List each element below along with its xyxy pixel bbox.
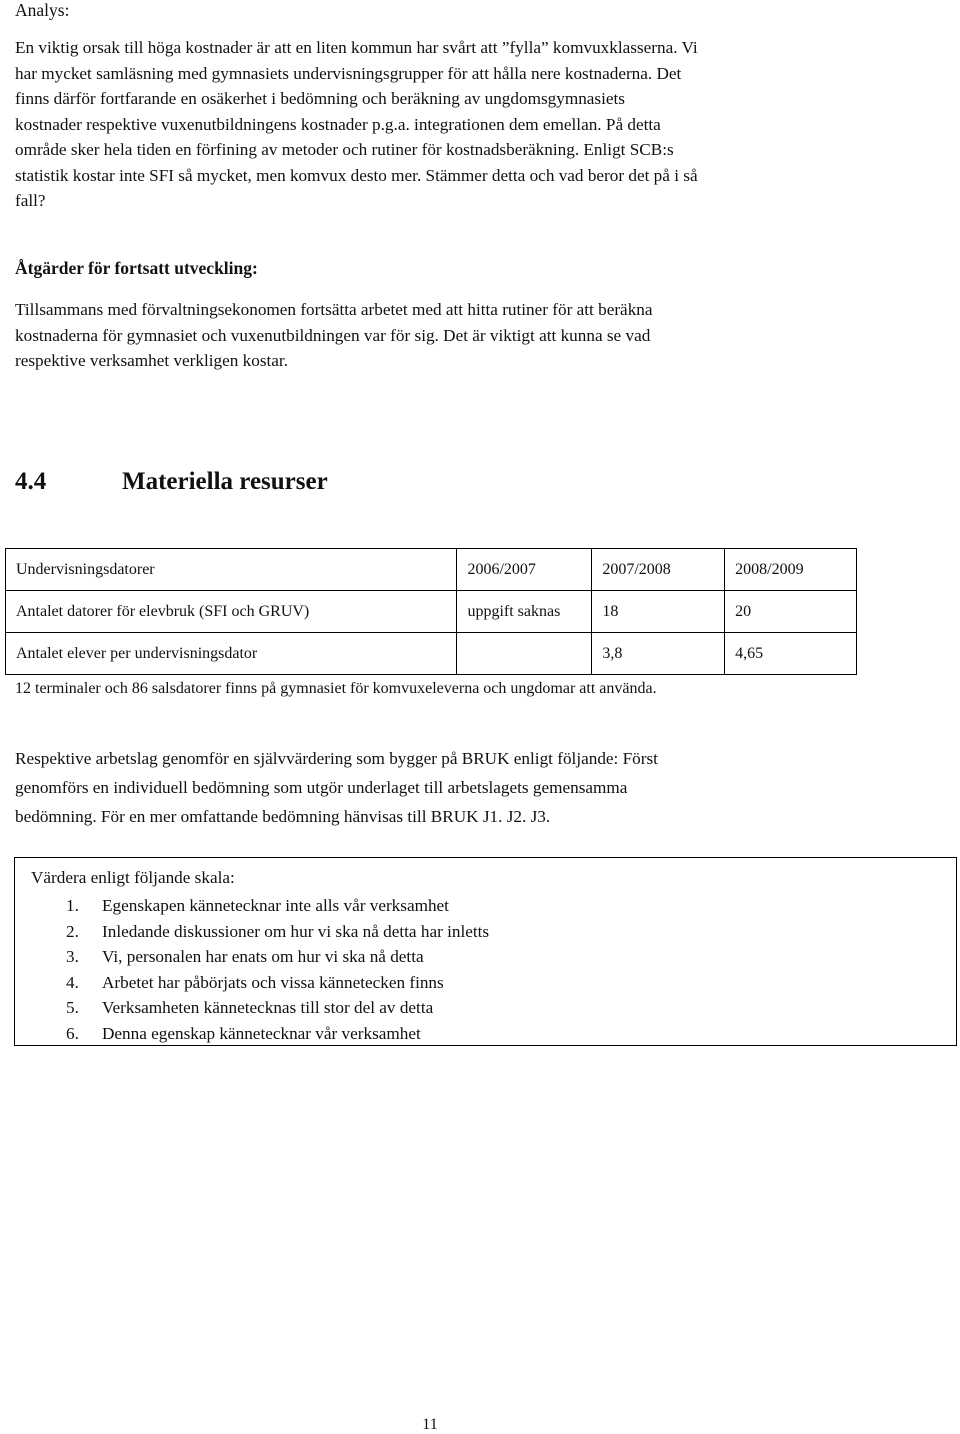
atgarder-paragraph: Tillsammans med förvaltningsekonomen fortsätta arbetet med att hitta rutiner för att beräkna kostnaderna för gymnasiet och vuxenutbildningen var för sig. Det är viktigt att kunna se vad respektive verksamhet verkligen kostar. (15, 300, 653, 370)
list-item (15, 944, 956, 970)
table-cell: Antalet elever per undervisningsdator (6, 633, 457, 675)
table-cell: 18 (592, 591, 725, 633)
list-item-number: 5. (66, 998, 79, 1017)
list-item-number: 6. (66, 1023, 79, 1043)
analys-paragraph: En viktig orsak till höga kostnader är att en liten kommun har svårt att ”fylla” komvuxklasserna. Vi har mycket samläsning med gymnasiets undervisningsgrupper för att hålla nere kostnaderna. Det finns därför fortfarande en osäkerhet i bedömning och beräkning av ungdomsgymnasiets kostnader respektive vuxenutbildningens kostnader p.g.a. integrationen dem emellan. På detta område sker hela tiden en förfining av metoder och rutiner för kostnadsberäkning. Enligt SCB:s statistik kostar inte SFI så mycket, men komvux desto mer. Stämmer detta och vad beror det på i så fall? (15, 38, 698, 210)
list-item (15, 995, 956, 1021)
page-number: 11 (422, 1416, 438, 1433)
table-cell: Antalet datorer för elevbruk (SFI och GRUV) (6, 591, 457, 633)
table-cell: Undervisningsdatorer (6, 549, 457, 591)
list-item-text: Arbetet har påbörjats och vissa kännetecken finns (102, 972, 444, 992)
table-cell: 2007/2008 (592, 549, 725, 591)
table-header-row (6, 549, 857, 591)
table-cell: 2006/2007 (457, 549, 592, 591)
list-item-number: 4. (66, 972, 79, 992)
analys-heading: Analys: (15, 0, 70, 20)
scale-box (14, 857, 957, 1046)
table-cell: 2008/2009 (725, 549, 857, 591)
list-item (15, 919, 956, 945)
atgarder-heading: Åtgärder för fortsatt utveckling: (15, 258, 258, 278)
table-cell: 4,65 (725, 633, 857, 675)
table-note: 12 terminaler och 86 salsdatorer finns på gymnasiet för komvuxeleverna och ungdomar att använda. (15, 680, 657, 697)
list-item-text: Denna egenskap kännetecknar vår verksamhet (102, 1023, 421, 1043)
table-row (6, 591, 857, 633)
list-item-text: Vi, personalen har enats om hur vi ska nå detta (102, 947, 424, 966)
table-cell: 20 (725, 591, 857, 633)
section-number: 4.4 (15, 468, 47, 495)
table-cell: uppgift saknas (457, 591, 592, 633)
list-item-text: Verksamheten kännetecknas till stor del av detta (102, 998, 434, 1017)
bruk-paragraph: Respektive arbetslag genomför en självvärdering som bygger på BRUK enligt följande: Först genomförs en individuell bedömning som utgör underlaget till arbetslagets gemensamma bedömning. För en mer omfattande bedömning hänvisas till BRUK J1. J2. J3. (15, 749, 658, 826)
scale-list (15, 893, 956, 1046)
table-row (6, 633, 857, 675)
list-item-number: 1. (66, 896, 79, 915)
section-title: Materiella resurser (122, 468, 328, 495)
list-item (15, 970, 956, 996)
list-item-number: 3. (66, 947, 79, 966)
table-cell: 3,8 (592, 633, 725, 675)
list-item-text: Egenskapen kännetecknar inte alls vår verksamhet (102, 896, 449, 915)
table-cell (457, 633, 592, 675)
list-item (15, 893, 956, 919)
list-item (15, 1021, 956, 1047)
scale-title: Värdera enligt följande skala: (31, 868, 235, 887)
list-item-number: 2. (66, 921, 79, 941)
list-item-text: Inledande diskussioner om hur vi ska nå detta har inletts (102, 921, 490, 941)
resources-table (5, 548, 857, 675)
